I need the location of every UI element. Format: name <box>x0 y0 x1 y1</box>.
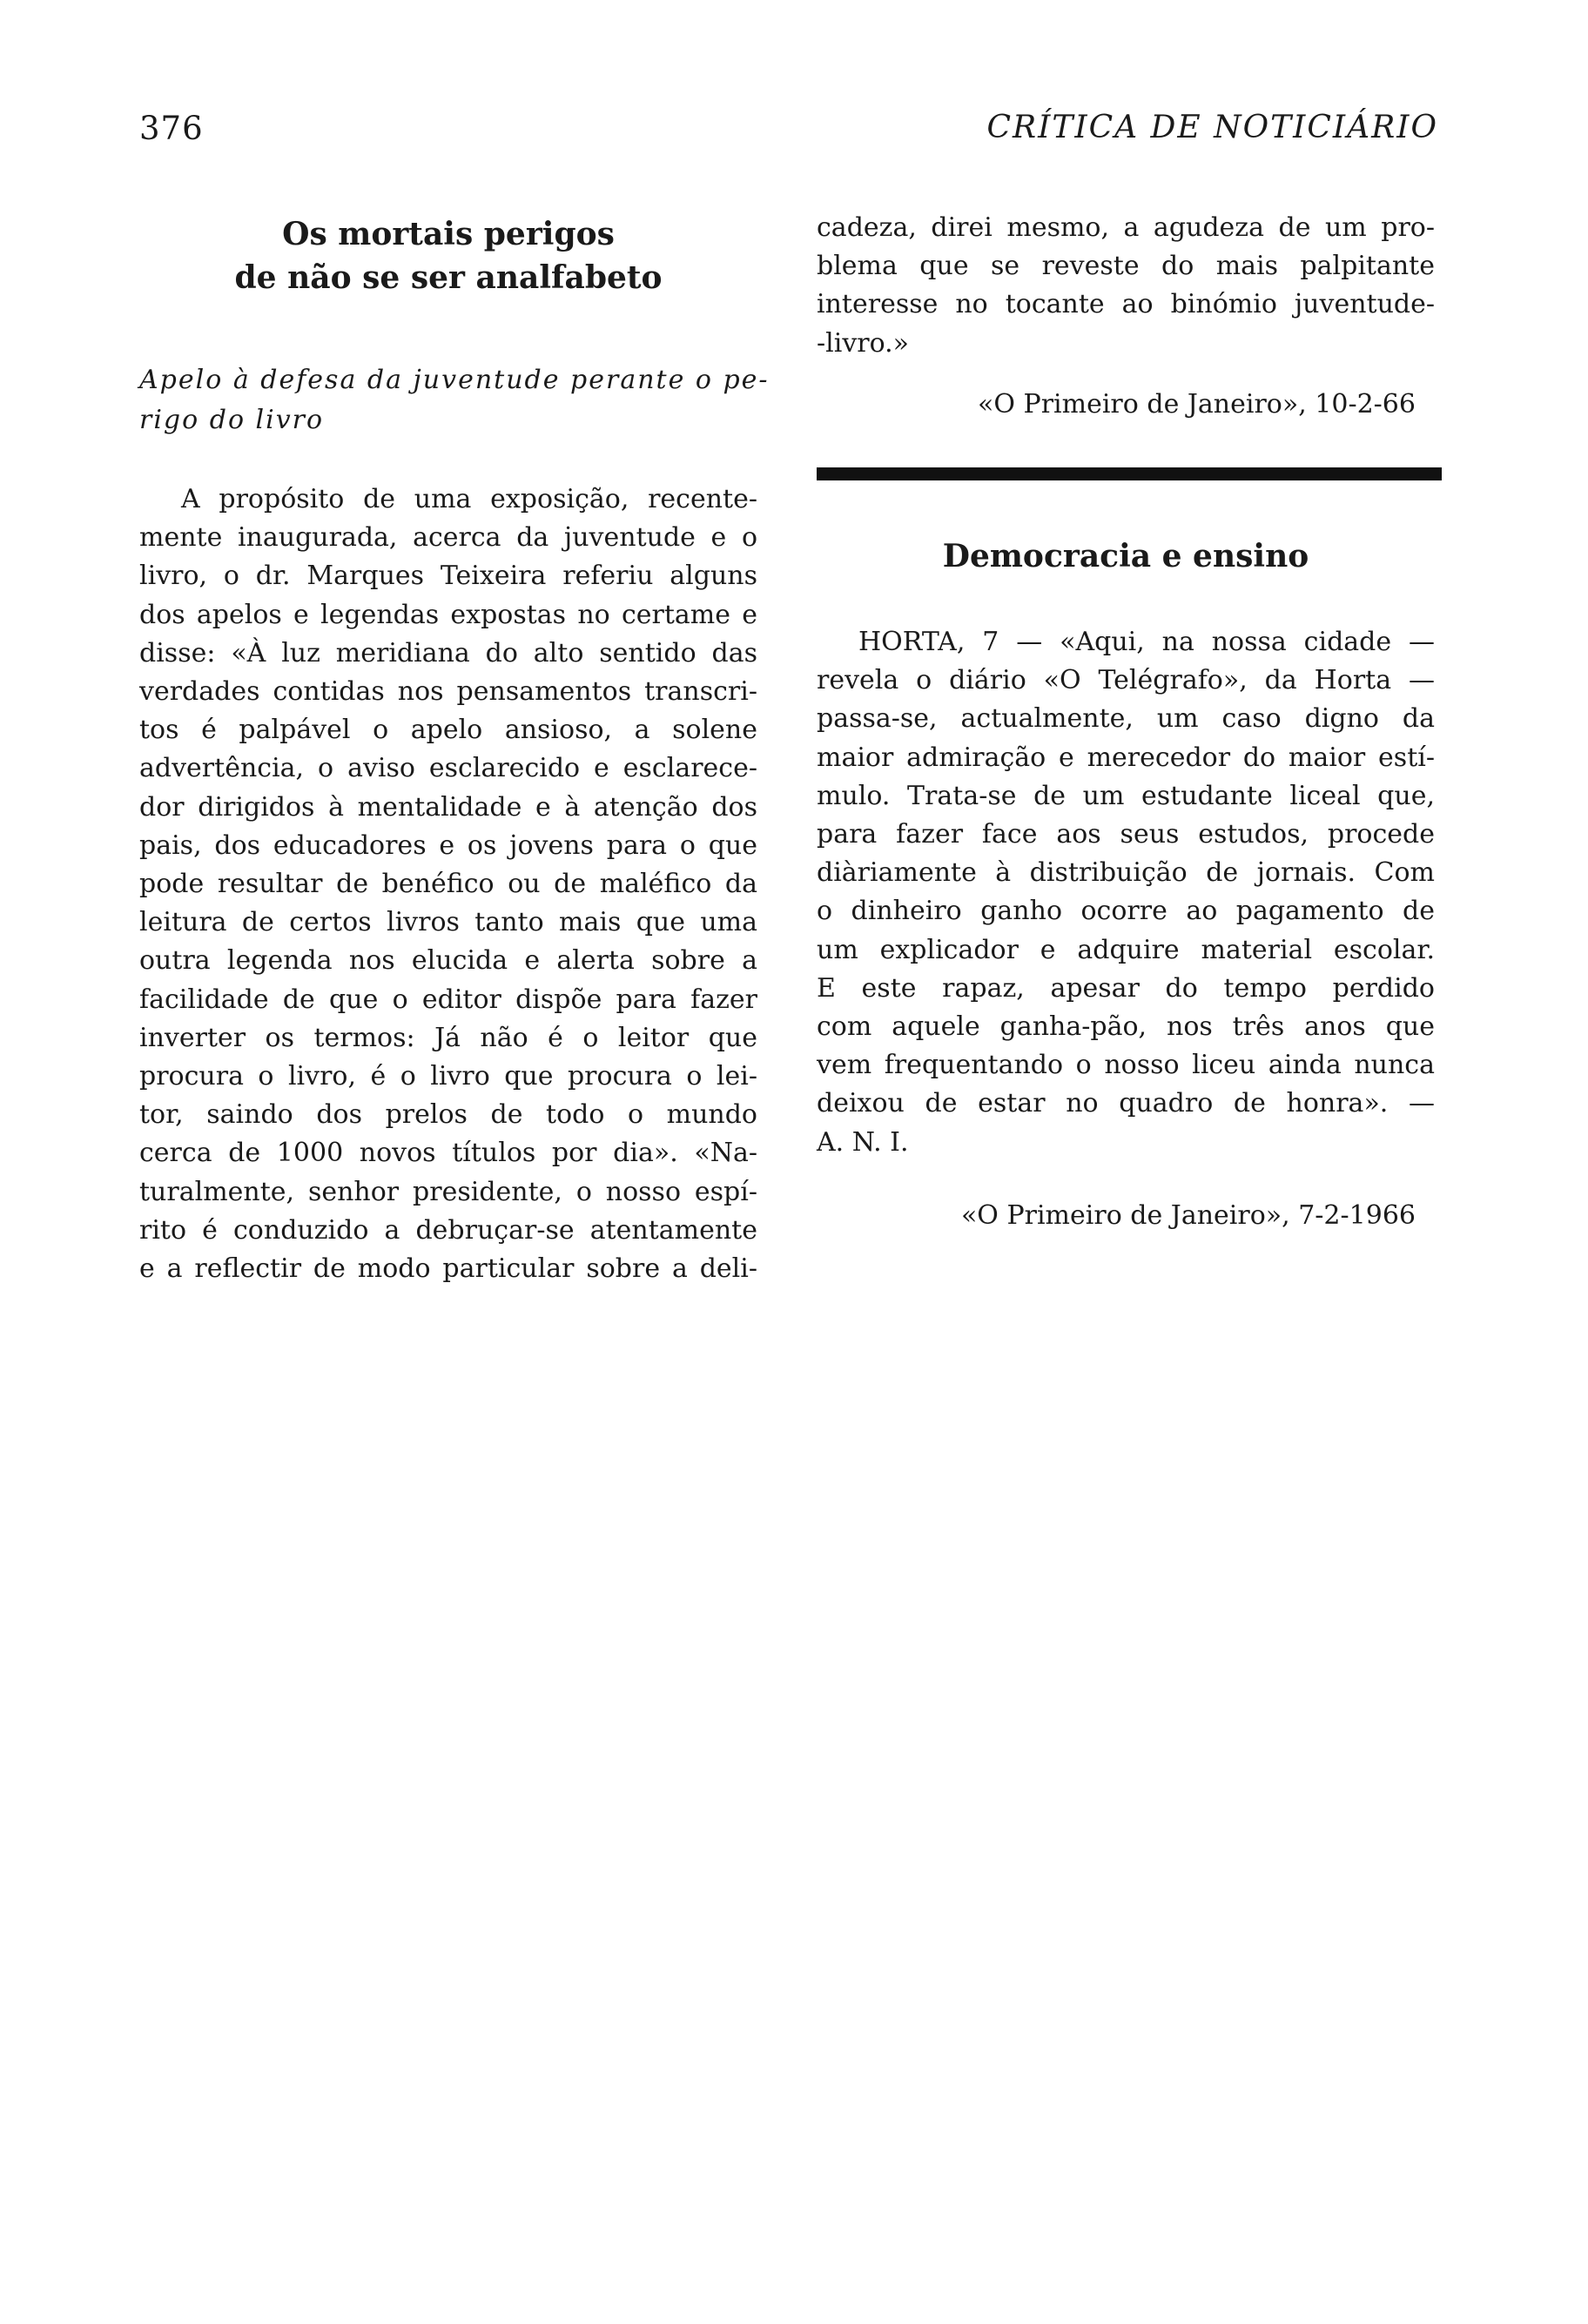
article-subtitle <box>139 360 770 440</box>
body-line: tos é palpável o apelo ansioso, a solene <box>139 715 757 746</box>
article-title <box>139 212 757 299</box>
continuation-line: blema que se reveste do mais palpitante <box>817 251 1435 282</box>
article-body <box>139 480 757 1288</box>
article-source: «O Primeiro de Janeiro», 7-2-1966 <box>960 1199 1416 1231</box>
body-line: maior admiração e merecedor do maior estí- <box>817 742 1435 773</box>
body-line: verdades contidas nos pensamentos transcri- <box>139 676 757 708</box>
body-line: pais, dos educadores e os jovens para o que <box>139 830 757 861</box>
body-line: A. N. I. <box>817 1126 909 1158</box>
body-line: dor dirigidos à mentalidade e à atenção dos <box>139 791 757 823</box>
body-line: para fazer face aos seus estudos, procede <box>817 819 1435 850</box>
body-line: mulo. Trata-se de um estudante liceal que, <box>817 780 1435 811</box>
body-line: disse: «À luz meridiana do alto sentido das <box>139 637 757 668</box>
body-line: dos apelos e legendas expostas no certame e <box>139 599 757 630</box>
right-column <box>817 209 1435 1235</box>
subtitle-line: rigo do livro <box>139 405 325 435</box>
body-line: A propósito de uma exposição, recente- <box>181 484 757 514</box>
body-line: outra legenda nos elucida e alerta sobre a <box>139 945 757 977</box>
running-head: CRÍTICA DE NOTICIÁRIO <box>986 110 1438 145</box>
subtitle-line: Apelo à defesa da juventude perante o pe- <box>139 365 770 395</box>
section-divider <box>817 467 1442 480</box>
body-line: facilidade de que o editor dispõe para fazer <box>139 984 757 1015</box>
body-line: advertência, o aviso esclarecido e esclarece- <box>139 753 757 784</box>
body-line: o dinheiro ganho ocorre ao pagamento de <box>817 896 1435 927</box>
body-line: leitura de certos livros tanto mais que uma <box>139 907 757 938</box>
body-line: deixou de estar no quadro de honra». — <box>817 1088 1435 1119</box>
continuation-line: interesse no tocante ao binómio juventude- <box>817 289 1435 320</box>
body-line: E este rapaz, apesar do tempo perdido <box>817 972 1435 1004</box>
body-line: cerca de 1000 novos títulos por dia». «Na- <box>139 1138 757 1169</box>
body-line: rito é conduzido a debruçar-se atentamente <box>139 1214 757 1246</box>
body-line: revela o diário «O Telégrafo», da Horta — <box>817 665 1435 696</box>
body-line: pode resultar de benéfico ou de maléfico da <box>139 869 757 900</box>
body-line: turalmente, senhor presidente, o nosso espí- <box>139 1176 757 1207</box>
body-line: vem frequentando o nosso liceu ainda nunca <box>817 1050 1435 1081</box>
article-title-line: de não se ser analfabeto <box>234 259 663 296</box>
body-line: e a reflectir de modo particular sobre a deli- <box>139 1253 757 1285</box>
body-line: um explicador e adquire material escolar. <box>817 934 1435 965</box>
body-line: procura o livro, é o livro que procura o lei- <box>139 1061 757 1092</box>
continuation-line: cadeza, direi mesmo, a agudeza de um pro- <box>817 212 1435 243</box>
article-title: Democracia e ensino <box>942 538 1309 575</box>
article-source: «O Primeiro de Janeiro», 10-2-66 <box>978 388 1416 420</box>
body-line: HORTA, 7 — «Aqui, na nossa cidade — <box>858 627 1435 658</box>
article-body <box>817 623 1435 1162</box>
body-line: diàriamente à distribuição de jornais. Com <box>817 857 1435 889</box>
body-line: com aquele ganha-pão, nos três anos que <box>817 1011 1435 1043</box>
continuation-line: -livro.» <box>817 327 910 359</box>
body-line: tor, saindo dos prelos de todo o mundo <box>139 1099 757 1131</box>
body-line: inverter os termos: Já não é o leitor que <box>139 1022 757 1053</box>
body-line: mente inaugurada, acerca da juventude e o <box>139 522 757 554</box>
body-line: livro, o dr. Marques Teixeira referiu alguns <box>139 561 757 592</box>
left-column <box>139 209 770 1288</box>
article-title-line: Os mortais perigos <box>282 216 615 252</box>
page-number: 376 <box>139 110 204 147</box>
body-line: passa-se, actualmente, um caso digno da <box>817 703 1435 735</box>
article-continuation <box>817 209 1435 363</box>
